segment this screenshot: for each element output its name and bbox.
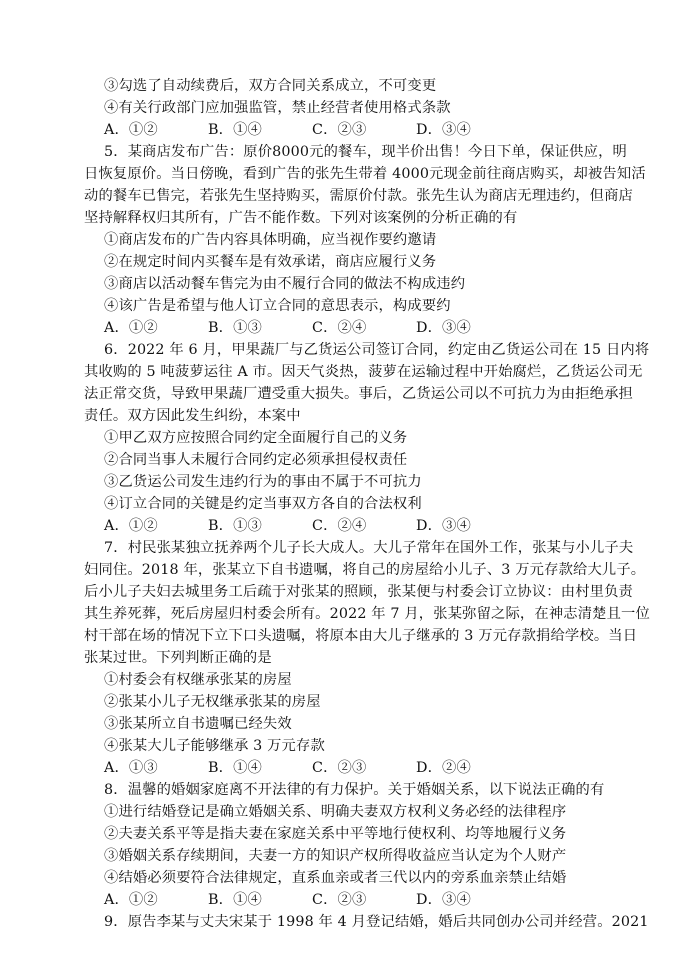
q5-stem-line-1: 5．某商店发布广告：原价8000元的餐车，现半价出售！今日下单，保证供应，明 [104,144,627,160]
q8-option-3: ③婚姻关系存续期间，夫妻一方的知识产权所得收益应当认定为个人财产 [104,848,567,864]
choice-c: C．②③ [312,122,367,138]
choice-b: B．①④ [208,892,262,908]
q7-stem-line-1: 7．村民张某独立抚养两个儿子长大成人。大儿子常年在国外工作，张某与小儿子夫 [104,540,634,556]
q7-option-1: ①村委会有权继承张某的房屋 [104,672,292,688]
q6-option-4: ④订立合同的关键是约定当事双方各自的合法权利 [104,496,422,512]
choice-d: D．②④ [416,760,471,776]
q4-option-3: ③勾选了自动续费后，双方合同关系成立，不可变更 [104,78,437,94]
choice-a: A．①③ [104,760,158,776]
q5-stem-line-2: 日恢复原价。当日傍晚，看到广告的张先生带着 4000元现金前往商店购买，却被告知活 [84,166,646,182]
q6-stem-line-1: 6．2022 年 6 月，甲果蔬厂与乙货运公司签订合同，约定由乙货运公司在 15 日内将 [104,342,650,358]
q5-option-4: ④该广告是希望与他人订立合同的意思表示，构成要约 [104,298,451,314]
q5-option-2: ②在规定时间内买餐车是有效承诺，商店应履行义务 [104,254,437,270]
q7-option-3: ③张某所立自书遗嘱已经失效 [104,716,292,732]
q6-option-1: ①甲乙双方应按照合同约定全面履行自己的义务 [104,430,408,446]
q6-option-2: ②合同当事人未履行合同约定必须承担侵权责任 [104,452,408,468]
q5-stem-line-4: 坚持解释权归其所有，广告不能作数。下列对该案例的分析正确的有 [84,210,518,226]
q5-option-3: ③商店以活动餐车售完为由不履行合同的做法不构成违约 [104,276,466,292]
q8-stem-line-1: 8．温馨的婚姻家庭离不开法律的有力保护。关于婚姻关系，以下说法正确的有 [104,782,605,798]
choice-a: A．①② [104,518,158,534]
q6-stem-line-2: 其收购的 5 吨菠萝运往 A 市。因天气炎热，菠萝在运输过程中开始腐烂，乙货运公司无 [84,364,643,380]
q8-option-2: ②夫妻关系平等是指夫妻在家庭关系中平等地行使权利、均等地履行义务 [104,826,567,842]
q8-option-4: ④结婚必须要符合法律规定，直系血亲或者三代以内的旁系血亲禁止结婚 [104,870,567,886]
choice-c: C．②③ [312,892,367,908]
q6-option-3: ③乙货运公司发生违约行为的事由不属于不可抗力 [104,474,422,490]
choice-c: C．②④ [312,518,367,534]
q8-option-1: ①进行结婚登记是确立婚姻关系、明确夫妻双方权利义务必经的法律程序 [104,804,567,820]
choice-b: B．①③ [208,320,262,336]
q7-option-4: ④张某大儿子能够继承 3 万元存款 [104,738,325,754]
q4-option-4: ④有关行政部门应加强监管，禁止经营者使用格式条款 [104,100,451,116]
choice-b: B．①④ [208,760,262,776]
q7-option-2: ②张某小儿子无权继承张某的房屋 [104,694,321,710]
q6-stem-line-4: 责任。双方因此发生纠纷，本案中 [84,408,301,424]
choice-d: D．③④ [416,518,471,534]
choice-a: A．①② [104,892,158,908]
choice-b: B．①④ [208,122,262,138]
choice-a: A．①② [104,122,158,138]
q7-stem-line-3: 后小儿子夫妇去城里务工后疏于对张某的照顾，张某便与村委会订立协议：由村里负责 [84,584,633,600]
choice-c: C．②③ [312,760,367,776]
q6-stem-line-3: 法正常交货，导致甲果蔬厂遭受重大损失。事后，乙货运公司以不可抗力为由拒绝承担 [84,386,633,402]
q7-stem-line-4: 其生养死葬，死后房屋归村委会所有。2022 年 7 月，张某弥留之际，在神志清楚且一位 [84,606,650,622]
q7-stem-line-6: 张某过世。下列判断正确的是 [84,650,272,666]
choice-b: B．①③ [208,518,262,534]
q5-stem-line-3: 动的餐车已售完，若张先生坚持购买，需原价付款。张先生认为商店无理违约，但商店 [84,188,633,204]
choice-d: D．③④ [416,320,471,336]
choice-c: C．②④ [312,320,367,336]
q9-stem-line-1: 9．原告李某与丈夫宋某于 1998 年 4 月登记结婚，婚后共同创办公司并经营。2021 [104,914,649,930]
q7-stem-line-2: 妇同住。2018 年，张某立下自书遗嘱，将自己的房屋给小儿子、3 万元存款给大儿子。 [84,562,646,578]
choice-d: D．③④ [416,892,471,908]
q7-stem-line-5: 村干部在场的情况下立下口头遗嘱，将原本由大儿子继承的 3 万元存款捐给学校。当日 [84,628,638,644]
q5-option-1: ①商店发布的广告内容具体明确，应当视作要约邀请 [104,232,437,248]
choice-a: A．①② [104,320,158,336]
choice-d: D．③④ [416,122,471,138]
